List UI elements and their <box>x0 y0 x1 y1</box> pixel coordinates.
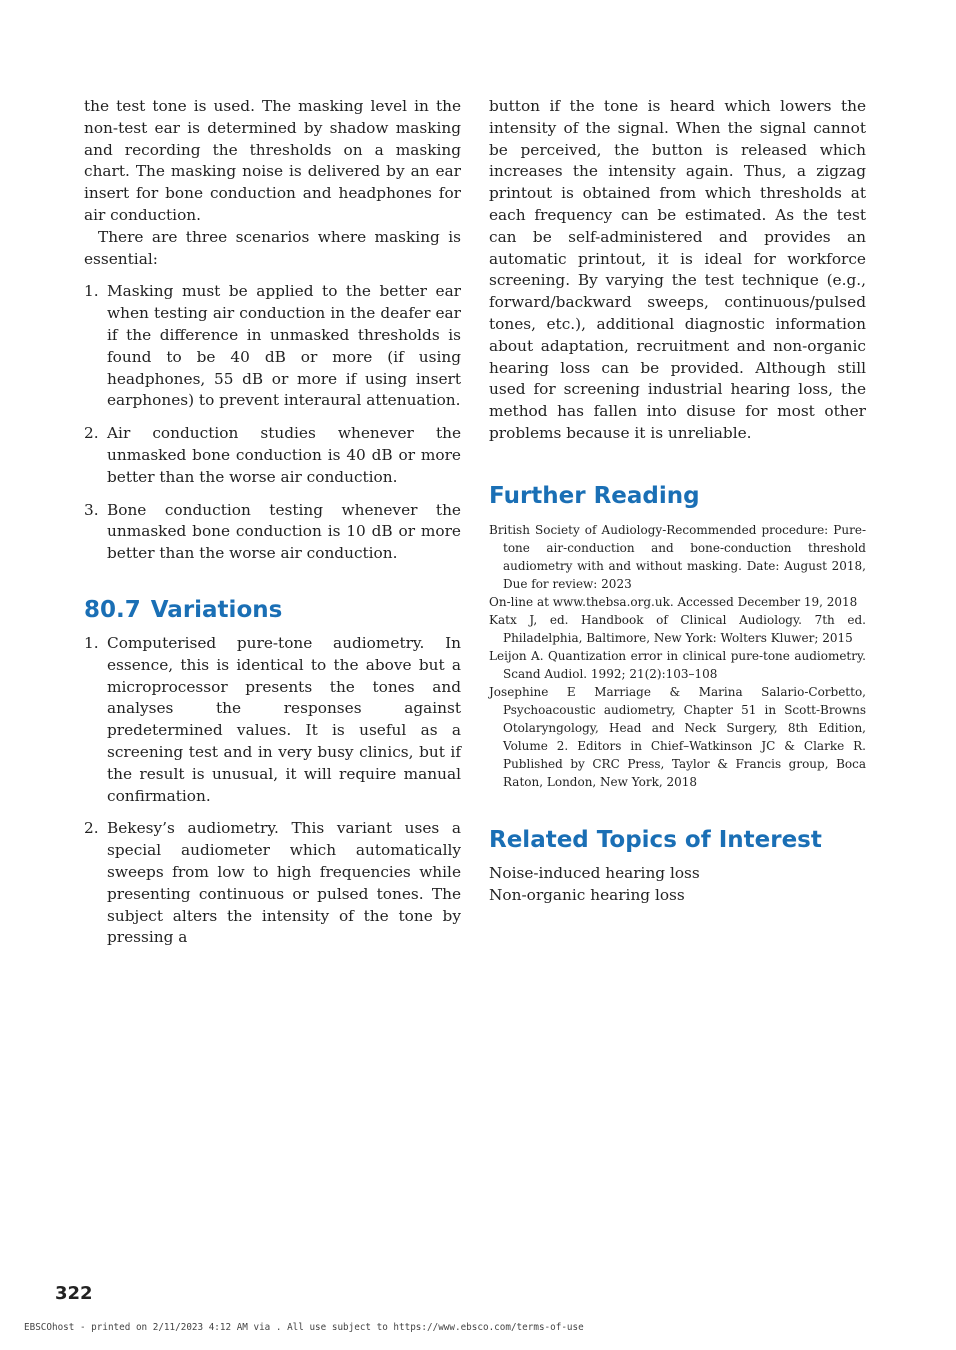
reference-item: Josephine E Marriage & Marina Salario-Corbetto, Psychoacoustic audiometry, Chapter 51 in Scott-Browns Otolaryngology, Head and Neck Surgery, 8th Edition, Volume 2. Editors in Chief–Watkinson JC & Clarke R. Published by CRC Press, Taylor & Francis group, Boca Raton, London, New York, 2018 <box>489 684 866 789</box>
masking-scenarios-list <box>84 281 461 565</box>
list-item <box>84 500 461 565</box>
list-item-text: Air conduction studies whenever the unmasked bone conduction is 40 dB or more better than the worse air conduction. <box>107 424 461 486</box>
right-column <box>489 96 866 906</box>
references-list <box>489 521 866 791</box>
list-item <box>84 281 461 412</box>
reference-item: Katx J, ed. Handbook of Clinical Audiology. 7th ed. Philadelphia, Baltimore, New York: Wolters Kluwer; 2015 <box>489 612 866 645</box>
related-topic-item: Noise-induced hearing loss <box>489 863 700 882</box>
list-item <box>84 423 461 488</box>
variations-list <box>84 633 461 949</box>
related-topics-list <box>489 863 866 907</box>
masking-paragraph: the test tone is used. The masking level in the non-test ear is determined by shadow masking and recording the thresholds on a masking chart. The masking noise is delivered by an ear insert for bone conduction and headphones for air conduction. <box>84 97 461 224</box>
reference-item: Leijon A. Quantization error in clinical pure-tone audiometry. Scand Audiol. 1992; 21(2):103–108 <box>489 648 866 681</box>
section-heading <box>84 595 461 625</box>
further-reading-heading: Further Reading <box>489 482 700 509</box>
left-column <box>84 96 461 960</box>
list-number: 2. <box>84 424 99 443</box>
list-number: 3. <box>84 500 99 519</box>
list-number: 1. <box>84 282 99 301</box>
footer-notice: EBSCOhost - printed on 2/11/2023 4:12 AM via . All use subject to https://www.ebsco.com/terms-of-use <box>24 1322 584 1333</box>
related-topic-item: Non-organic hearing loss <box>489 885 685 904</box>
list-item <box>84 818 461 949</box>
related-topics-heading: Related Topics of Interest <box>489 826 822 853</box>
scenarios-intro: There are three scenarios where masking is essential: <box>84 227 461 268</box>
list-item-text: Computerised pure-tone audiometry. In essence, this is identical to the above but a microprocessor presents the tones and analyses the responses against predetermined values. It is useful as a screening test and in very busy clinics, but if the result is unusual, it will require manual confirmation. <box>107 633 461 805</box>
section-title: Variations <box>150 596 283 623</box>
continuation-paragraph: button if the tone is heard which lowers the intensity of the signal. When the signal cannot be perceived, the button is released which increases the intensity again. Thus, a zigzag printout is obtained from which thresholds at each frequency can be estimated. As the test can be self-administered and provides an automatic printout, it is ideal for workforce screening. By varying the test technique (e.g., forward/backward sweeps, continuous/pulsed tones, etc.), additional diagnostic information about adaptation, recruitment and non-organic hearing loss can be provided. Although still used for screening industrial hearing loss, the method has fallen into disuse for most other problems because it is unreliable. <box>489 97 866 442</box>
list-item-text: Masking must be applied to the better ear when testing air conduction in the deafer ear if the difference in unmasked thresholds is found to be 40 dB or more (if using headphones, 55 dB or more if using insert earphones) to prevent interaural attenuation. <box>107 282 461 410</box>
list-number: 2. <box>84 819 99 838</box>
list-item <box>84 633 461 807</box>
reference-item: On-line at www.thebsa.org.uk. Accessed December 19, 2018 <box>489 594 858 609</box>
list-item-text: Bekesy’s audiometry. This variant uses a special audiometer which automatically sweeps from low to high frequencies while presenting continuous or pulsed tones. The subject alters the intensity of the tone by pressing a <box>107 819 461 947</box>
page-number: 322 <box>55 1283 93 1304</box>
list-number: 1. <box>84 633 99 652</box>
section-number: 80.7 <box>84 596 141 623</box>
reference-item: British Society of Audiology-Recommended procedure: Pure-tone air-conduction and bone-conduction threshold audiometry with and without masking. Date: August 2018, Due for review: 2023 <box>489 522 866 591</box>
list-item-text: Bone conduction testing whenever the unmasked bone conduction is 10 dB or more better than the worse air conduction. <box>107 500 461 563</box>
